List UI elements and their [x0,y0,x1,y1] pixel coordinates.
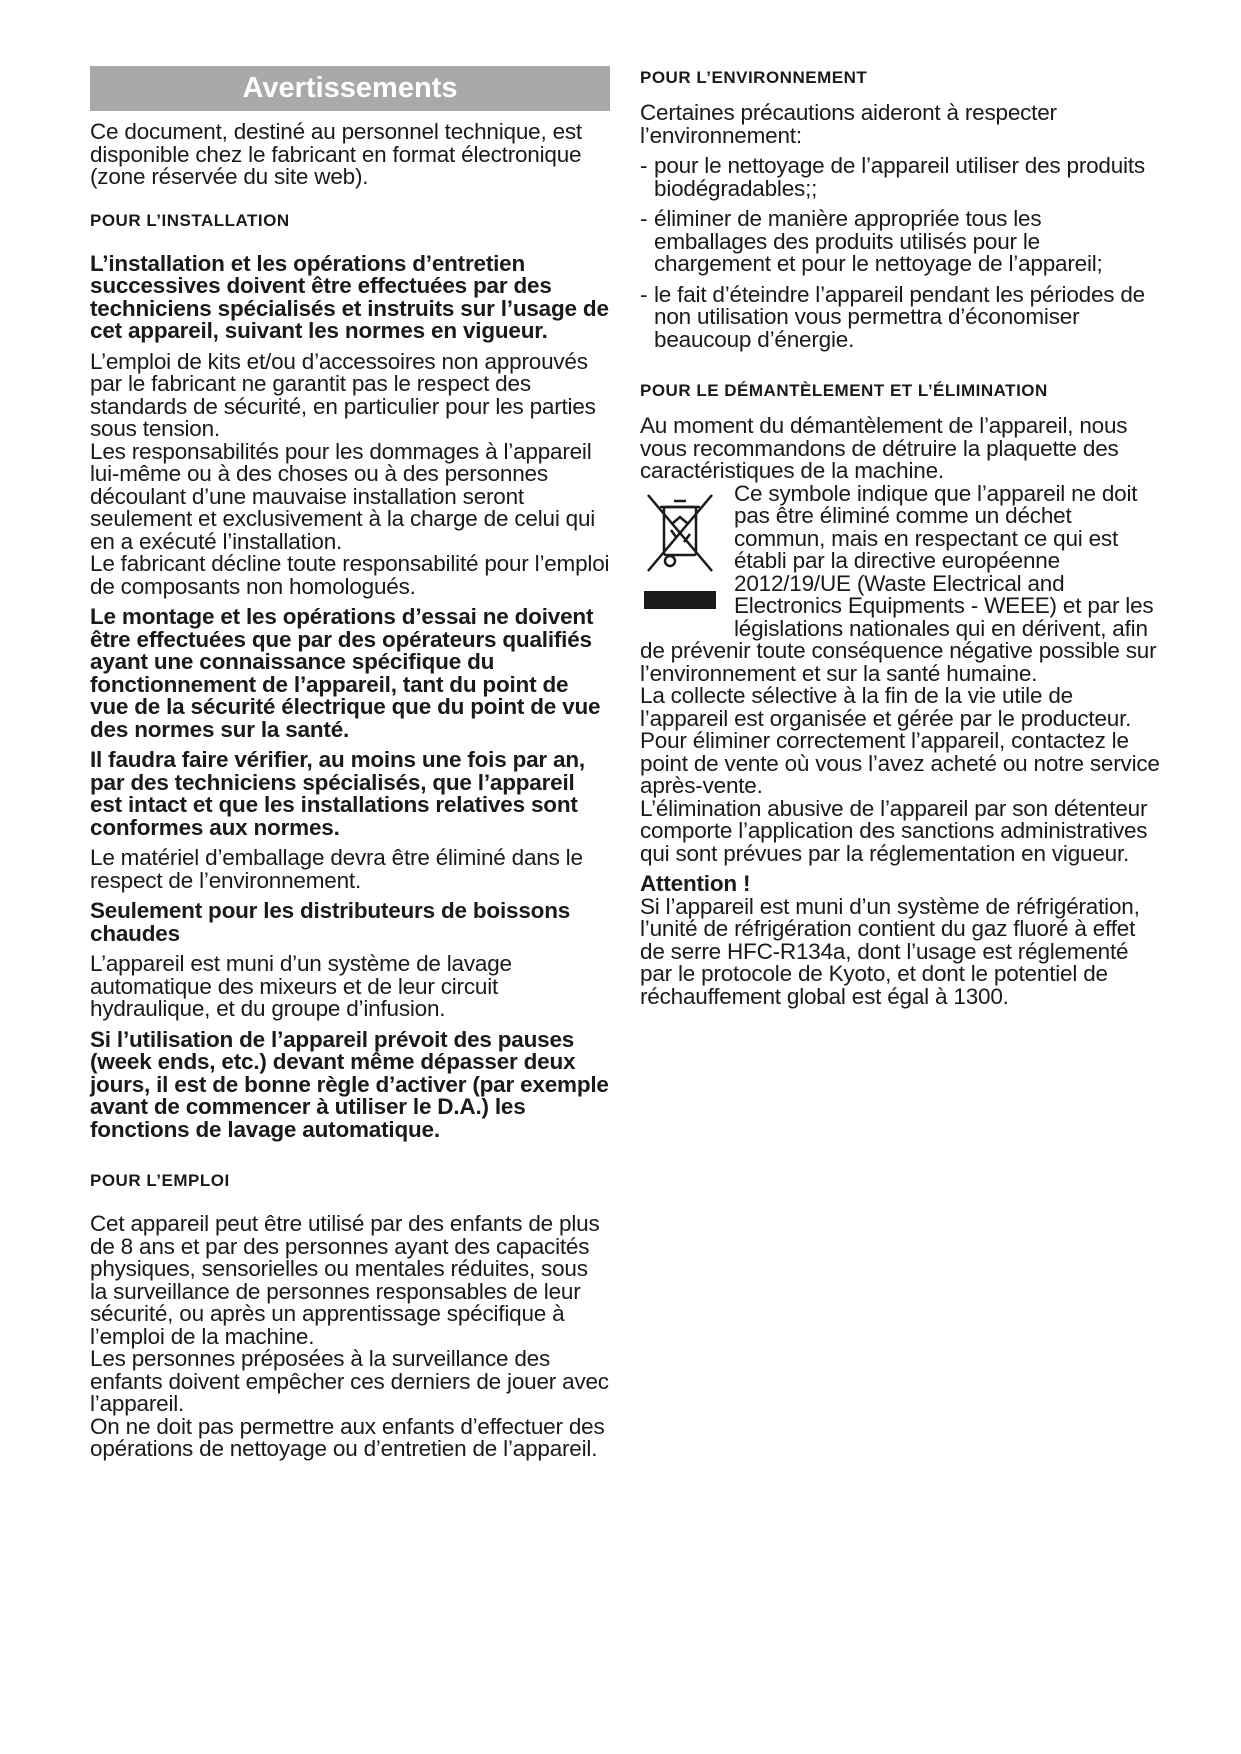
installation-paragraph-9: L’appareil est muni d’un système de lavage automatique des mixeurs et de leur circuit hydraulique, et du groupe d’infusion. [90,951,512,1021]
page-title: Avertissements [90,66,610,111]
intro-paragraph: Ce document, destiné au personnel technique, est disponible chez le fabricant en format électronique (zone réservée du site web). [90,119,582,189]
emploi-paragraph-1: Cet appareil peut être utilisé par des enfants de plus de 8 ans et par des personnes ayant des capacités physiques, sensorielles ou mentales réduites, sous la surveillance de personnes responsables de leur sécurité, ou après un apprentissage spécifique à l’emploi de la machine. [90,1211,600,1349]
installation-subheading-hot-drinks: Seulement pour les distributeurs de boissons chaudes [90,898,571,946]
list-item: - éliminer de manière appropriée tous les emballages des produits utilisés pour le chargement et pour le nettoyage de l’appareil; [640,206,1103,276]
installation-warning-6: Il faudra faire vérifier, au moins une fois par an, par des techniciens spécialisés, que l’appareil est intact et que les installations relatives sont conformes aux normes. [90,747,585,840]
demantelement-paragraph-1: Au moment du démantèlement de l’appareil, nous vous recommandons de détruire la plaquette des caractéristiques de la machine. [640,413,1128,483]
installation-paragraph-2: L’emploi de kits et/ou d’accessoires non approuvés par le fabricant ne garantit pas le respect des standards de sécurité, en particulier pour les parties sous tension. [90,348,596,441]
section-heading-emploi: POUR L’EMPLOI [90,1171,230,1190]
installation-warning-10: Si l’utilisation de l’appareil prévoit des pauses (week ends, etc.) devant même dépasser deux jours, il est de bonne règle d’activer (par exemple avant de commencer à utiliser le D.A.) les fonctions de lavage automatique. [90,1026,609,1142]
crossed-out-wheelie-bin-icon [640,487,720,619]
demantelement-paragraph-5: L’élimination abusive de l’appareil par son détenteur comporte l’application des sanctions administratives qui sont prévues par la réglementation en vigueur. [640,795,1148,866]
environnement-intro: Certaines précautions aideront à respecter l’environnement: [640,100,1057,148]
right-column [640,66,1160,1008]
installation-paragraph-7: Le matériel d’emballage devra être éliminé dans le respect de l’environnement. [90,845,583,893]
list-item: - le fait d’éteindre l’appareil pendant les périodes de non utilisation vous permettra d’économiser beaucoup d’énergie. [640,281,1145,352]
demantelement-paragraph-2: Ce symbole indique que l’appareil ne doit pas être éliminé comme un déchet commun, mais en respectant ce qui est établi par la directive européenne 2012/19/UE (Waste Electrical and Electronics Equipments - WEEE) et par les législations nationales qui en dérivent, afin de prévenir toute conséquence négative possible sur l’environnement et sur la santé humaine. [640,480,1157,686]
attention-text: Si l’appareil est muni d’un système de réfrigération, l’unité de réfrigération contient du gaz fluoré à effet de serre HFC-R134a, dont l’usage est réglementé par le protocole de Kyoto, et dont le potentiel de réchauffement global est égal à 1300. [640,893,1140,1009]
installation-paragraph-4: Le fabricant décline toute responsabilité pour l’emploi de composants non homologués. [90,551,610,599]
demantelement-paragraph-3: La collecte sélective à la fin de la vie utile de l’appareil est organisée et gérée par le producteur. [640,683,1132,731]
section-heading-demantelement: POUR LE DÉMANTÈLEMENT ET L’ÉLIMINATION [640,381,1048,400]
emploi-paragraph-2: Les personnes préposées à la surveillance des enfants doivent empêcher ces derniers de jouer avec l’appareil. [90,1346,609,1416]
left-column [90,66,610,1461]
section-heading-environnement: POUR L’ENVIRONNEMENT [640,68,868,87]
installation-warning-5: Le montage et les opérations d’essai ne doivent être effectuées que par des opérateurs qualifiés ayant une connaissance spécifique du fonctionnement de l’appareil, tant du point de vue de la sécurité électrique que du point de vue des normes sur la santé. [90,604,601,742]
environnement-list [640,155,1160,351]
attention-label: Attention ! [640,871,751,896]
weee-block [640,480,1160,686]
installation-paragraph-3: Les responsabilités pour les dommages à l’appareil lui-même ou à des choses ou à des personnes découlant d’une mauvaise installation seront seulement et exclusivement à la charge de celui qui en a exécuté l’installation. [90,438,596,554]
section-heading-installation: POUR L’INSTALLATION [90,210,290,230]
installation-warning-1: L’installation et les opérations d’entretien successives doivent être effectuées par des techniciens spécialisés et instruits sur l’usage de cet appareil, suivant les normes en vigueur. [90,250,609,343]
list-item: - pour le nettoyage de l’appareil utiliser des produits biodégradables;; [640,153,1145,201]
demantelement-paragraph-4: Pour éliminer correctement l’appareil, contactez le point de vente où vous l’avez acheté ou notre service après-vente. [640,728,1160,798]
emploi-paragraph-3: On ne doit pas permettre aux enfants d’effectuer des opérations de nettoyage ou d’entretien de l’appareil. [90,1413,605,1461]
